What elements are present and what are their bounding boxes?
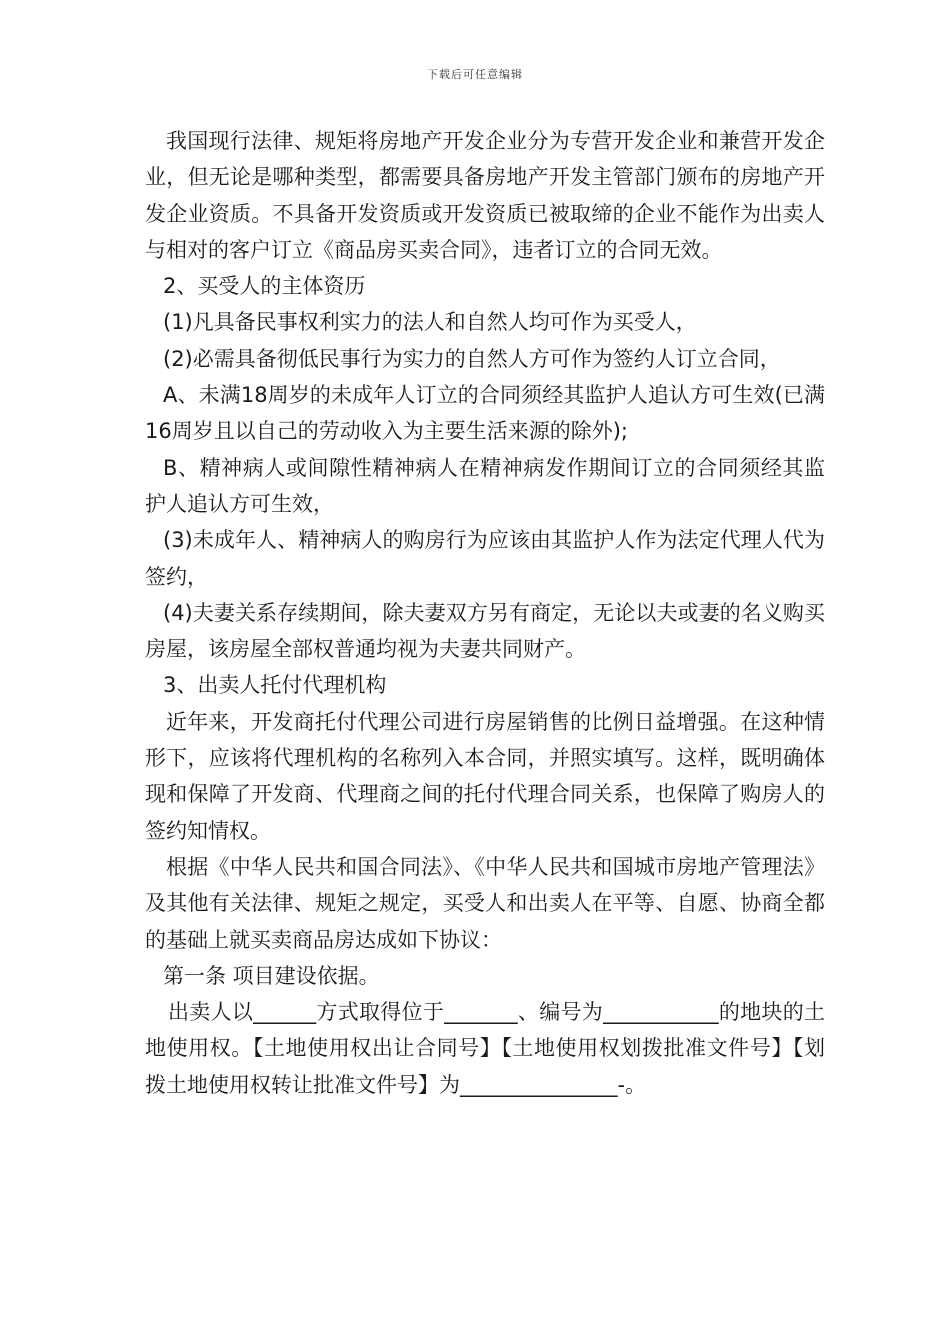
document-body	[145, 123, 825, 1103]
list-item-2: (2)必需具备彻低民事行为实力的自然人方可作为签约人订立合同，	[163, 346, 781, 371]
paragraph-land-use: 出卖人以______方式取得位于_______、编号为___________的地块的土地使用权。【土地使用权出让合同号】【土地使用权划拨批准文件号】【划拨土地使用权转让批准文件号】为_______________-。	[145, 1000, 825, 1097]
paragraph-developer-qualification: 我国现行法律、规矩将房地产开发企业分为专营开发企业和兼营开发企业，但无论是哪种类型，都需要具备房地产开发主管部门颁布的房地产开发企业资质。不具备开发资质或开发资质已被取缔的企业不能作为出卖人与相对的客户订立《商品房买卖合同》，违者订立的合同无效。	[145, 129, 825, 262]
paragraph-legal-basis: 根据《中华人民共和国合同法》、《中华人民共和国城市房地产管理法》及其他有关法律、规矩之规定，买受人和出卖人在平等、自愿、协商全都的基础上就买卖商品房达成如下协议：	[145, 854, 825, 952]
page-header: 下载后可任意编辑	[427, 68, 523, 81]
heading-buyer-qualification: 2、买受人的主体资历	[163, 274, 366, 299]
heading-article-1: 第一条 项目建设依据。	[163, 963, 380, 988]
paragraph-agent: 近年来，开发商托付代理公司进行房屋销售的比例日益增强。在这种情形下，应该将代理机构的名称列入本合同，并照实填写。这样，既明确体现和保障了开发商、代理商之间的托付代理合同关系，也保障了购房人的签约知情权。	[145, 709, 825, 843]
list-item-a: A、未满18周岁的未成年人订立的合同须经其监护人追认方可生效(已满16周岁且以自己的劳动收入为主要生活来源的除外);	[145, 383, 825, 444]
list-item-b: B、精神病人或间隙性精神病人在精神病发作期间订立的合同须经其监护人追认方可生效，	[145, 455, 825, 516]
list-item-1: (1)凡具备民事权利实力的法人和自然人均可作为买受人，	[163, 310, 697, 335]
list-item-3: (3)未成年人、精神病人的购房行为应该由其监护人作为法定代理人代为签约，	[145, 528, 825, 589]
heading-agent: 3、出卖人托付代理机构	[163, 673, 387, 698]
list-item-4: (4)夫妻关系存续期间，除夫妻双方另有商定，无论以夫或妻的名义购买房屋，该房屋全部权普通均视为夫妻共同财产。	[145, 600, 825, 662]
